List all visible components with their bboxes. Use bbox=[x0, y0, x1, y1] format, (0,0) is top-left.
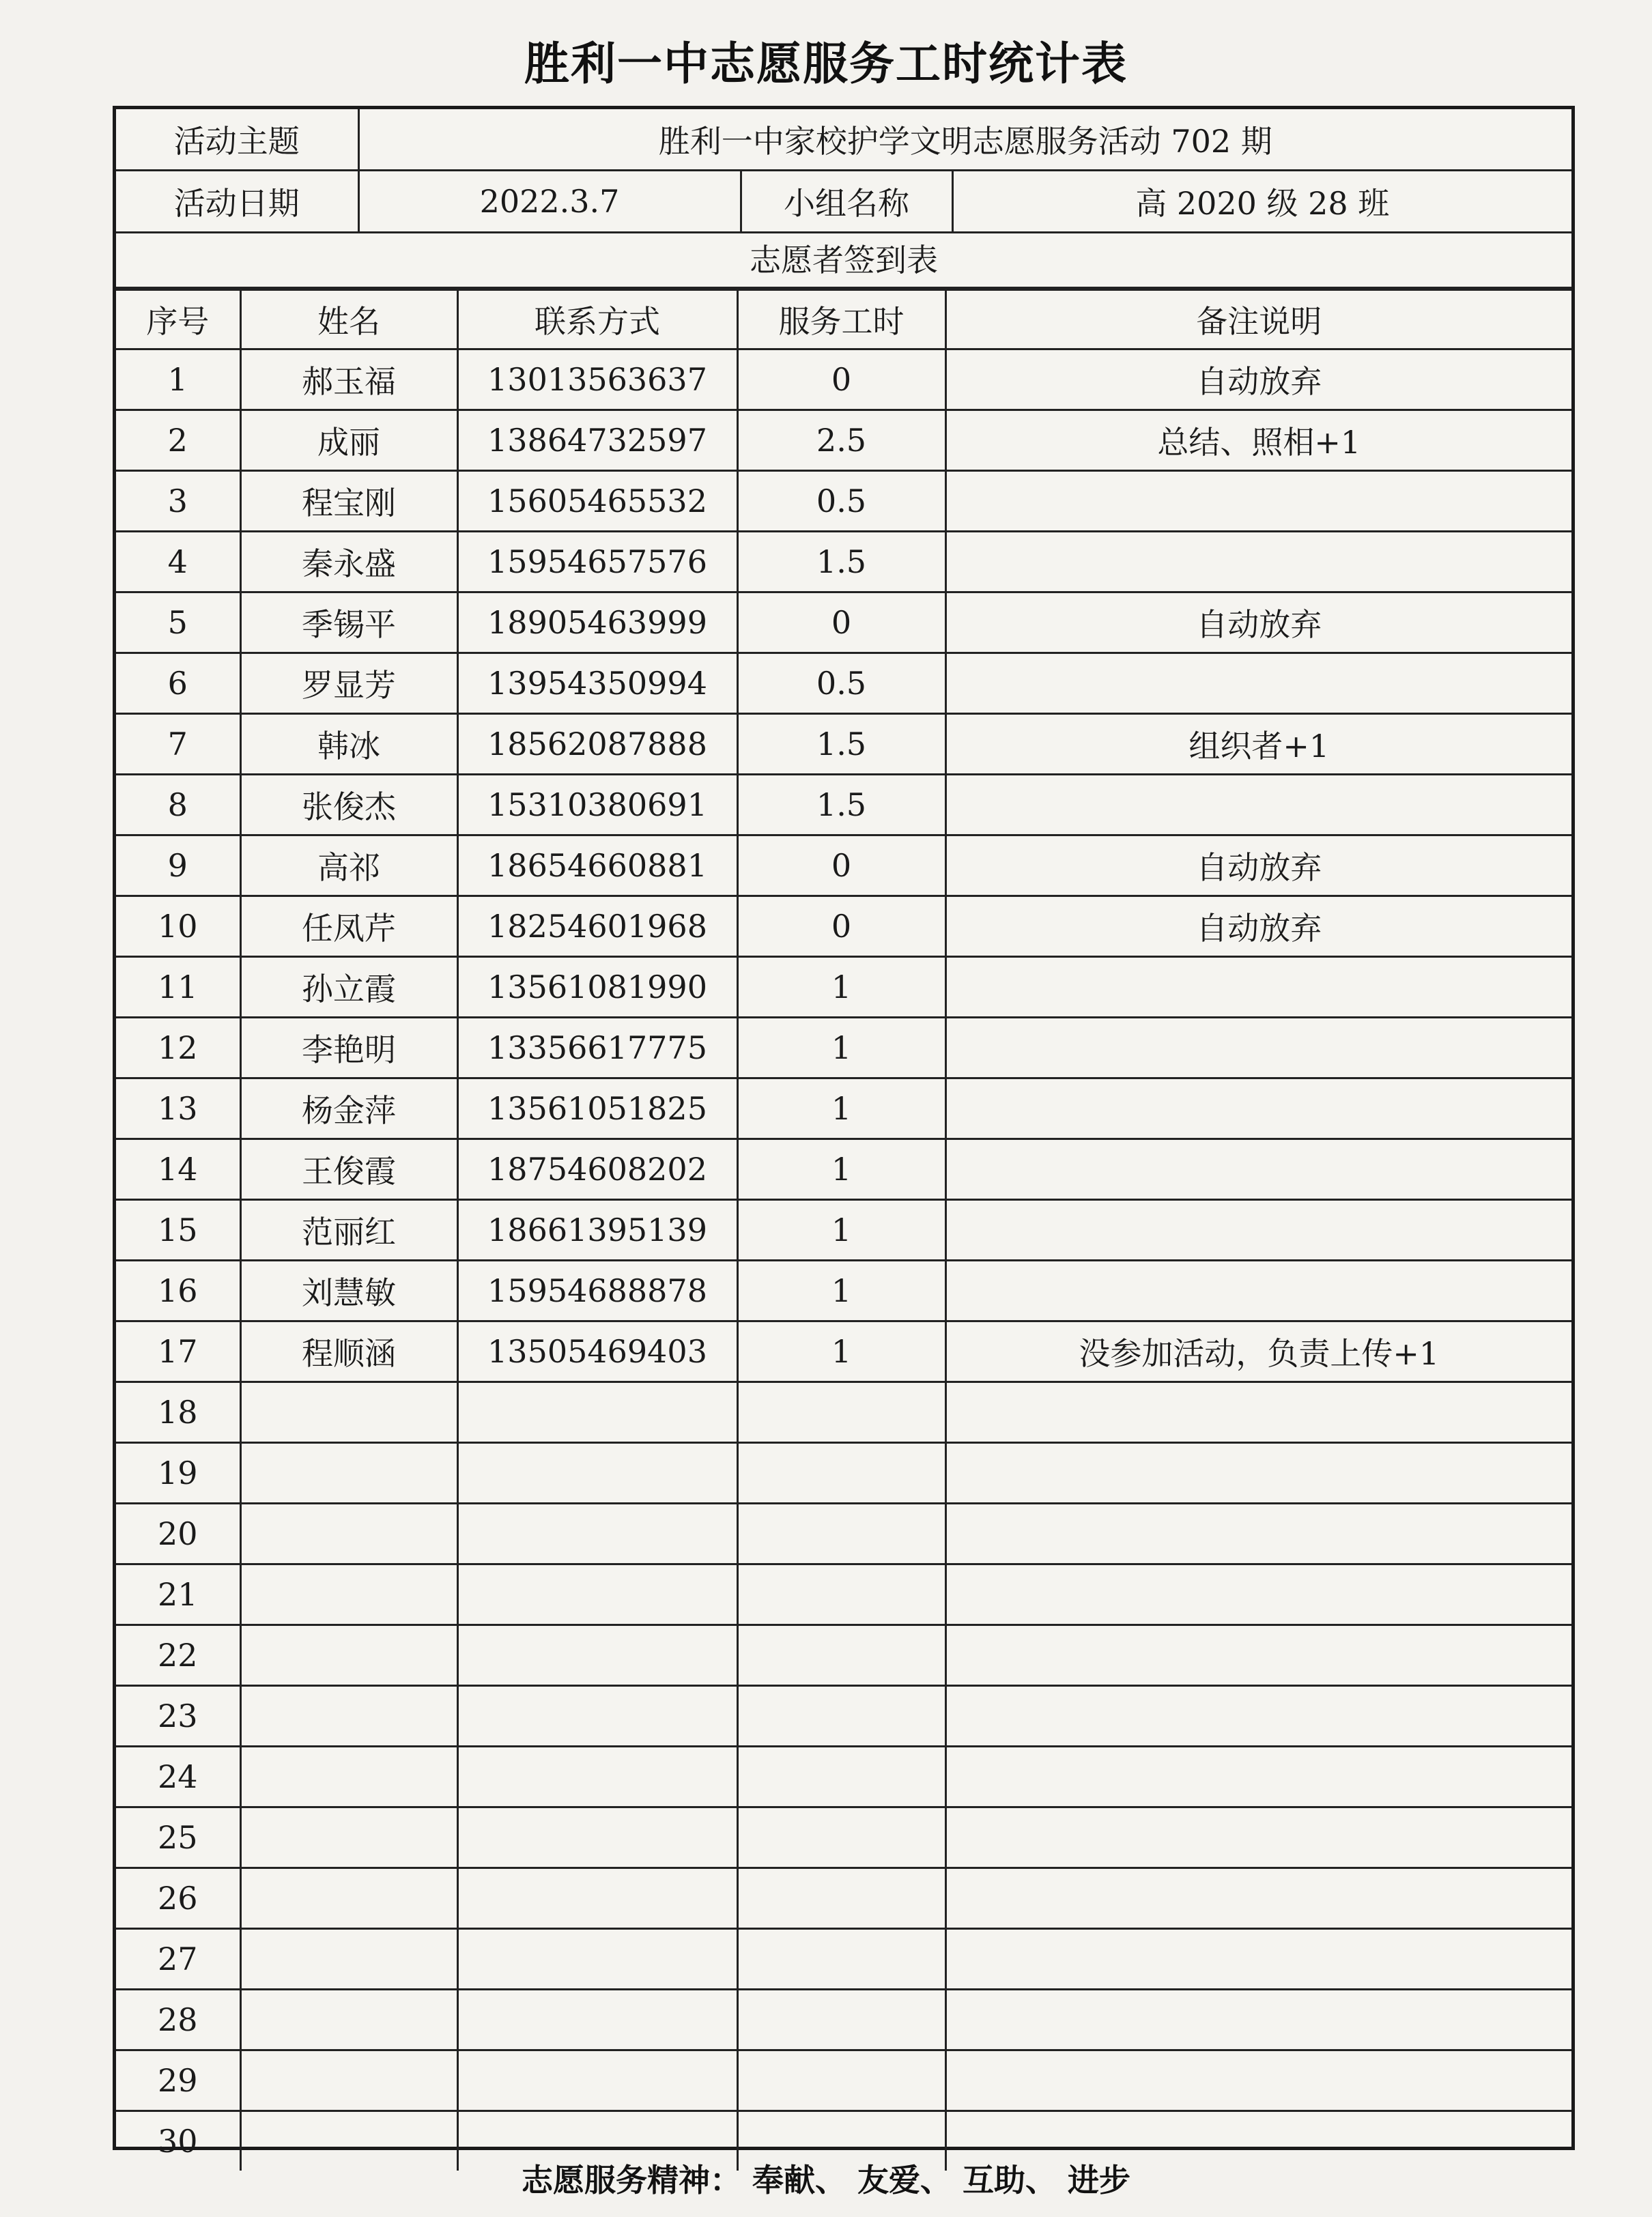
remark bbox=[945, 775, 1571, 835]
row-number: 18 bbox=[116, 1382, 240, 1443]
row-number: 9 bbox=[116, 835, 240, 896]
table-header-row bbox=[116, 290, 1571, 349]
contact-phone: 18254601968 bbox=[457, 896, 737, 957]
remark: 自动放弃 bbox=[945, 835, 1571, 896]
table-row bbox=[116, 1504, 1571, 1564]
service-hours: 1.5 bbox=[737, 775, 945, 835]
row-number: 30 bbox=[116, 2111, 240, 2171]
table-row bbox=[116, 1321, 1571, 1382]
contact-phone: 18905463999 bbox=[457, 592, 737, 653]
contact-phone: 18754608202 bbox=[457, 1139, 737, 1200]
remark: 自动放弃 bbox=[945, 349, 1571, 410]
contact-phone: 13505469403 bbox=[457, 1321, 737, 1382]
date-label: 活动日期 bbox=[116, 171, 358, 233]
table-row bbox=[116, 1078, 1571, 1139]
remark: 自动放弃 bbox=[945, 896, 1571, 957]
remark: 没参加活动，负责上传+1 bbox=[945, 1321, 1571, 1382]
service-hours bbox=[737, 1564, 945, 1625]
table-row bbox=[116, 1200, 1571, 1261]
table-row bbox=[116, 1929, 1571, 1990]
remark bbox=[945, 1686, 1571, 1747]
contact-phone bbox=[457, 1929, 737, 1990]
volunteer-name: 程宝刚 bbox=[240, 471, 457, 532]
row-number: 13 bbox=[116, 1078, 240, 1139]
date-value: 2022.3.7 bbox=[358, 171, 741, 233]
volunteer-name bbox=[240, 1747, 457, 1807]
remark bbox=[945, 653, 1571, 714]
service-hours: 1 bbox=[737, 1018, 945, 1078]
service-hours: 1 bbox=[737, 1200, 945, 1261]
row-number: 29 bbox=[116, 2050, 240, 2111]
row-number: 6 bbox=[116, 653, 240, 714]
row-number: 19 bbox=[116, 1443, 240, 1504]
volunteer-name: 张俊杰 bbox=[240, 775, 457, 835]
volunteer-name: 孙立霞 bbox=[240, 957, 457, 1018]
row-number: 2 bbox=[116, 410, 240, 471]
service-hours: 0 bbox=[737, 592, 945, 653]
group-label: 小组名称 bbox=[741, 171, 952, 233]
activity-info-table bbox=[116, 109, 1571, 233]
service-hours bbox=[737, 1807, 945, 1868]
row-number: 22 bbox=[116, 1625, 240, 1686]
service-hours: 0 bbox=[737, 349, 945, 410]
contact-phone: 15954688878 bbox=[457, 1261, 737, 1321]
table-row bbox=[116, 532, 1571, 592]
contact-phone: 13356617775 bbox=[457, 1018, 737, 1078]
row-number: 12 bbox=[116, 1018, 240, 1078]
service-hours: 1 bbox=[737, 1078, 945, 1139]
volunteer-name bbox=[240, 1504, 457, 1564]
volunteer-name: 范丽红 bbox=[240, 1200, 457, 1261]
table-row bbox=[116, 410, 1571, 471]
contact-phone: 18562087888 bbox=[457, 714, 737, 775]
remark bbox=[945, 1747, 1571, 1807]
service-hours: 0 bbox=[737, 835, 945, 896]
volunteer-name: 季锡平 bbox=[240, 592, 457, 653]
volunteer-name bbox=[240, 1990, 457, 2050]
contact-phone: 15605465532 bbox=[457, 471, 737, 532]
service-hours bbox=[737, 1382, 945, 1443]
service-hours: 2.5 bbox=[737, 410, 945, 471]
volunteer-name: 高祁 bbox=[240, 835, 457, 896]
service-motto: 志愿服务精神： 奉献、 友爱、 互助、 进步 bbox=[521, 2162, 1131, 2199]
row-number: 5 bbox=[116, 592, 240, 653]
contact-phone bbox=[457, 1686, 737, 1747]
row-number: 10 bbox=[116, 896, 240, 957]
remark bbox=[945, 1382, 1571, 1443]
row-number: 4 bbox=[116, 532, 240, 592]
contact-phone: 18654660881 bbox=[457, 835, 737, 896]
table-row bbox=[116, 714, 1571, 775]
row-number: 23 bbox=[116, 1686, 240, 1747]
contact-phone: 13561051825 bbox=[457, 1078, 737, 1139]
volunteer-name bbox=[240, 1868, 457, 1929]
volunteer-name: 刘慧敏 bbox=[240, 1261, 457, 1321]
table-row bbox=[116, 349, 1571, 410]
row-number: 27 bbox=[116, 1929, 240, 1990]
remark bbox=[945, 1929, 1571, 1990]
table-row bbox=[116, 592, 1571, 653]
row-number: 21 bbox=[116, 1564, 240, 1625]
table-row bbox=[116, 1686, 1571, 1747]
remark bbox=[945, 1018, 1571, 1078]
row-number: 28 bbox=[116, 1990, 240, 2050]
table-row bbox=[116, 957, 1571, 1018]
contact-phone bbox=[457, 1625, 737, 1686]
service-hours bbox=[737, 2050, 945, 2111]
table-row bbox=[116, 1261, 1571, 1321]
contact-phone bbox=[457, 1807, 737, 1868]
table-row bbox=[116, 1443, 1571, 1504]
volunteer-name: 王俊霞 bbox=[240, 1139, 457, 1200]
volunteer-name: 成丽 bbox=[240, 410, 457, 471]
row-number: 16 bbox=[116, 1261, 240, 1321]
contact-phone bbox=[457, 1564, 737, 1625]
table-row bbox=[116, 471, 1571, 532]
theme-label: 活动主题 bbox=[116, 109, 358, 171]
signin-title: 志愿者签到表 bbox=[116, 233, 1571, 289]
service-hours: 0 bbox=[737, 896, 945, 957]
table-row bbox=[116, 1868, 1571, 1929]
col-header-hours: 服务工时 bbox=[737, 290, 945, 349]
volunteer-name: 李艳明 bbox=[240, 1018, 457, 1078]
service-hours bbox=[737, 1443, 945, 1504]
service-hours bbox=[737, 1686, 945, 1747]
service-hours: 0.5 bbox=[737, 471, 945, 532]
row-number: 7 bbox=[116, 714, 240, 775]
volunteer-name bbox=[240, 1564, 457, 1625]
volunteer-name: 罗显芳 bbox=[240, 653, 457, 714]
row-number: 17 bbox=[116, 1321, 240, 1382]
service-hours: 1 bbox=[737, 957, 945, 1018]
service-hours bbox=[737, 1625, 945, 1686]
volunteer-name bbox=[240, 1382, 457, 1443]
row-number: 20 bbox=[116, 1504, 240, 1564]
contact-phone: 13864732597 bbox=[457, 410, 737, 471]
table-row bbox=[116, 653, 1571, 714]
service-hours: 1 bbox=[737, 1261, 945, 1321]
table-row bbox=[116, 1625, 1571, 1686]
date-group-row bbox=[116, 171, 1571, 233]
volunteer-name: 郝玉福 bbox=[240, 349, 457, 410]
remark bbox=[945, 1625, 1571, 1686]
service-hours: 1.5 bbox=[737, 714, 945, 775]
table-row bbox=[116, 835, 1571, 896]
row-number: 1 bbox=[116, 349, 240, 410]
theme-row bbox=[116, 109, 1571, 171]
table-row bbox=[116, 1990, 1571, 2050]
col-header-phone: 联系方式 bbox=[457, 290, 737, 349]
row-number: 15 bbox=[116, 1200, 240, 1261]
remark bbox=[945, 471, 1571, 532]
contact-phone: 13013563637 bbox=[457, 349, 737, 410]
roster-body bbox=[116, 290, 1571, 2171]
contact-phone: 15310380691 bbox=[457, 775, 737, 835]
document-title: 胜利一中志愿服务工时统计表 bbox=[524, 38, 1128, 90]
remark bbox=[945, 1807, 1571, 1868]
table-row bbox=[116, 1807, 1571, 1868]
table-row bbox=[116, 775, 1571, 835]
volunteer-name: 韩冰 bbox=[240, 714, 457, 775]
remark bbox=[945, 1200, 1571, 1261]
contact-phone: 13954350994 bbox=[457, 653, 737, 714]
contact-phone bbox=[457, 1868, 737, 1929]
row-number: 24 bbox=[116, 1747, 240, 1807]
volunteer-name: 杨金萍 bbox=[240, 1078, 457, 1139]
col-header-no: 序号 bbox=[116, 290, 240, 349]
volunteer-name bbox=[240, 1929, 457, 1990]
remark bbox=[945, 1504, 1571, 1564]
row-number: 14 bbox=[116, 1139, 240, 1200]
service-hours bbox=[737, 1868, 945, 1929]
volunteer-signin-table bbox=[116, 289, 1571, 2171]
table-row bbox=[116, 1564, 1571, 1625]
volunteer-name bbox=[240, 1686, 457, 1747]
contact-phone bbox=[457, 2050, 737, 2111]
remark: 总结、照相+1 bbox=[945, 410, 1571, 471]
remark bbox=[945, 2050, 1571, 2111]
remark bbox=[945, 1078, 1571, 1139]
remark bbox=[945, 1868, 1571, 1929]
remark: 自动放弃 bbox=[945, 592, 1571, 653]
volunteer-name: 秦永盛 bbox=[240, 532, 457, 592]
theme-value: 胜利一中家校护学文明志愿服务活动 702 期 bbox=[358, 109, 1571, 171]
row-number: 8 bbox=[116, 775, 240, 835]
volunteer-name bbox=[240, 2050, 457, 2111]
table-row bbox=[116, 1018, 1571, 1078]
contact-phone: 15954657576 bbox=[457, 532, 737, 592]
service-hours: 0.5 bbox=[737, 653, 945, 714]
remark bbox=[945, 532, 1571, 592]
service-hours: 1.5 bbox=[737, 532, 945, 592]
stats-sheet bbox=[113, 106, 1575, 2160]
remark bbox=[945, 1139, 1571, 1200]
table-row bbox=[116, 1139, 1571, 1200]
table-row bbox=[116, 896, 1571, 957]
remark bbox=[945, 1564, 1571, 1625]
col-header-name: 姓名 bbox=[240, 290, 457, 349]
contact-phone bbox=[457, 1990, 737, 2050]
remark: 组织者+1 bbox=[945, 714, 1571, 775]
row-number: 11 bbox=[116, 957, 240, 1018]
service-hours: 1 bbox=[737, 1321, 945, 1382]
volunteer-name bbox=[240, 1625, 457, 1686]
row-number: 25 bbox=[116, 1807, 240, 1868]
volunteer-name bbox=[240, 1443, 457, 1504]
contact-phone bbox=[457, 1382, 737, 1443]
table-row bbox=[116, 1382, 1571, 1443]
col-header-note: 备注说明 bbox=[945, 290, 1571, 349]
contact-phone: 13561081990 bbox=[457, 957, 737, 1018]
service-hours bbox=[737, 1990, 945, 2050]
service-hours: 1 bbox=[737, 1139, 945, 1200]
remark bbox=[945, 1990, 1571, 2050]
service-hours bbox=[737, 1929, 945, 1990]
volunteer-name: 程顺涵 bbox=[240, 1321, 457, 1382]
remark bbox=[945, 1261, 1571, 1321]
contact-phone bbox=[457, 1747, 737, 1807]
service-hours bbox=[737, 1747, 945, 1807]
group-value: 高 2020 级 28 班 bbox=[952, 171, 1571, 233]
contact-phone bbox=[457, 1443, 737, 1504]
volunteer-name bbox=[240, 1807, 457, 1868]
remark bbox=[945, 957, 1571, 1018]
row-number: 3 bbox=[116, 471, 240, 532]
table-row bbox=[116, 1747, 1571, 1807]
table-row bbox=[116, 2050, 1571, 2111]
contact-phone bbox=[457, 1504, 737, 1564]
remark bbox=[945, 1443, 1571, 1504]
service-hours bbox=[737, 1504, 945, 1564]
row-number: 26 bbox=[116, 1868, 240, 1929]
volunteer-name: 任凤芹 bbox=[240, 896, 457, 957]
contact-phone: 18661395139 bbox=[457, 1200, 737, 1261]
